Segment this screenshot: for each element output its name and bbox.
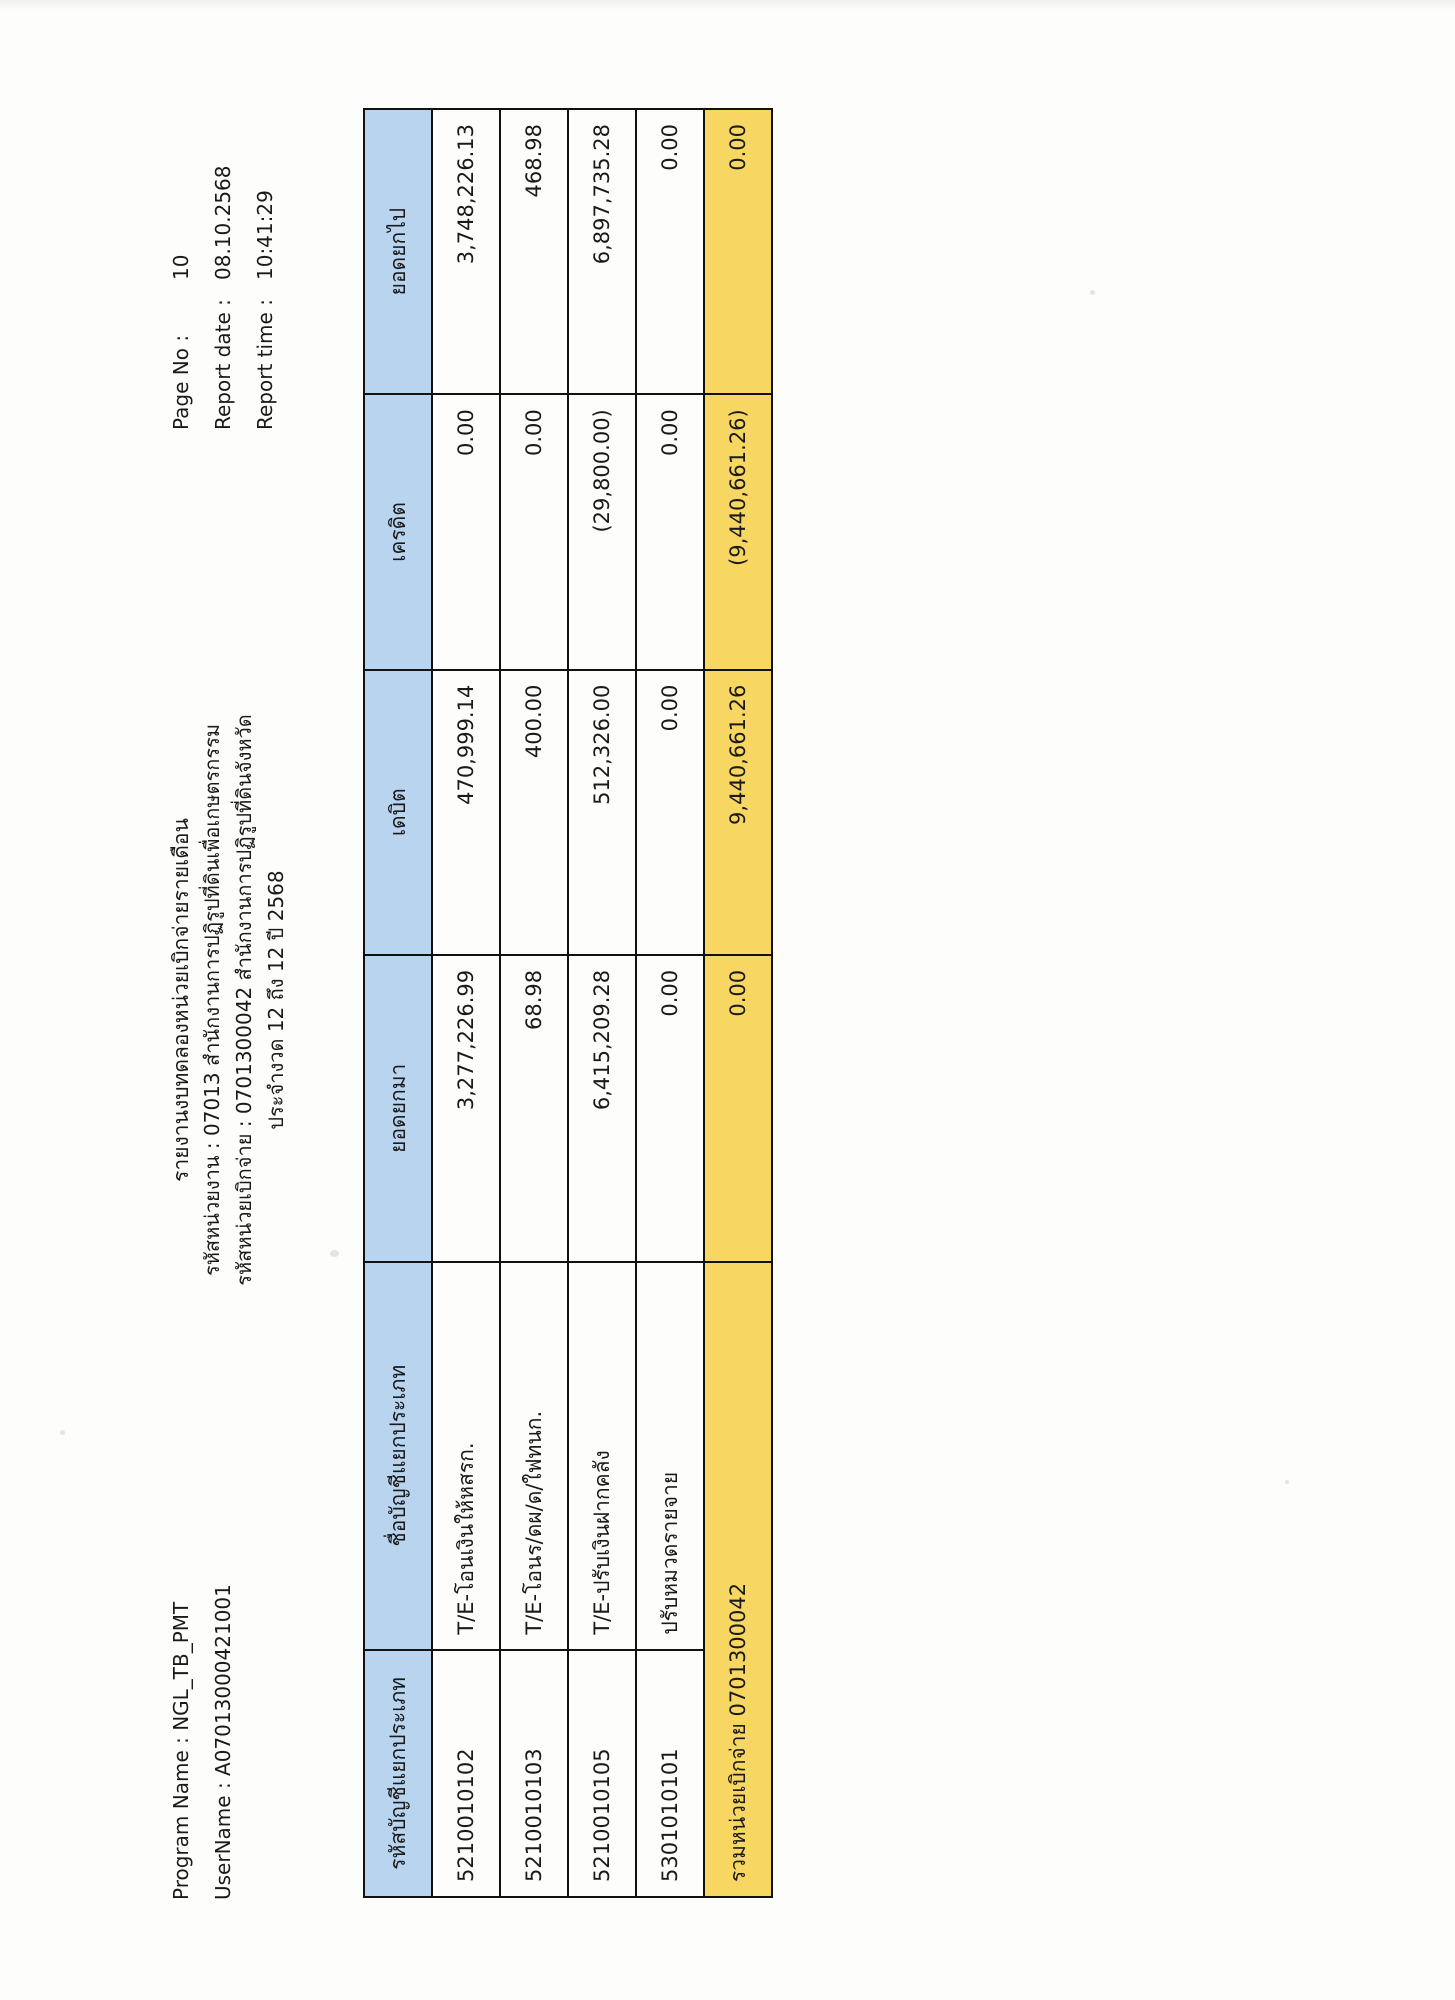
cell-carry-out: 3,748,226.13 [432,109,500,394]
col-header-carry-out: ยอดยกไป [364,109,432,394]
report-period: ประจำงวด 12 ถึง 12 ปี 2568 [263,870,288,1130]
cell-debit: 400.00 [500,670,568,955]
report-content [148,60,1308,1940]
table-row [500,109,568,1897]
table-head [364,109,432,1897]
header-row-1 [166,100,196,1900]
cell-account-code: 5210010103 [500,1650,568,1897]
report-time [250,100,280,430]
cell-credit: 0.00 [500,394,568,669]
table-body [432,109,772,1897]
table-row [432,109,500,1897]
cell-debit: 512,326.00 [568,670,636,955]
cell-account-name: T/E-โอนเงินให้หสรก. [432,1262,500,1650]
table-total-row [704,109,772,1897]
col-header-credit: เครดิต [364,394,432,669]
cell-total-credit: (9,440,661.26) [704,394,772,669]
cell-total-carry-forward: 0.00 [704,955,772,1262]
cell-carry-out: 0.00 [636,109,704,394]
cell-carry-out: 468.98 [500,109,568,394]
cell-account-name: T/E-ปรับเงินฝากคลัง [568,1262,636,1650]
report-time-value: 10:41:29 [252,190,277,280]
report-date-value: 08.10.2568 [210,165,235,280]
page-no-value: 10 [168,254,193,280]
cell-account-name: T/E-โอนร/ดผ/ด/ใฟทนก. [500,1262,568,1650]
cell-total-debit: 9,440,661.26 [704,670,772,955]
page-no [166,100,196,430]
report-subtitle-unit: รหัสหน่วยเบิกจ่าย : 0701300042 สำนักงานการปฏิรูปที่ดินจังหวัด [231,714,256,1286]
col-header-carry-forward: ยอดยกมา [364,955,432,1262]
user-name: UserName : A07013000421001 [210,1584,235,1900]
col-header-debit: เดบิต [364,670,432,955]
cell-carry-out: 6,897,735.28 [568,109,636,394]
cell-account-name: ปรับหมวดรายจาย [636,1262,704,1650]
scan-speck [60,1430,65,1435]
report-date [208,100,238,430]
report-title: รายงานงบทดลองหน่วยเบิกจ่ายรายเดือน [168,818,193,1182]
cell-carry-forward: 68.98 [500,955,568,1262]
col-header-account-name: ชื่อบัญชีแยกประเภท [364,1262,432,1650]
col-header-account-code: รหัสบัญชีแยกประเภท [364,1650,432,1897]
scan-top-edge [0,0,1455,10]
header-row-2 [208,100,238,1900]
table-row [636,109,704,1897]
cell-carry-forward: 3,277,226.99 [432,955,500,1262]
cell-debit: 0.00 [636,670,704,955]
cell-credit: (29,800.00) [568,394,636,669]
cell-credit: 0.00 [636,394,704,669]
report-time-label: Report time : [252,299,277,430]
report-date-label: Report date : [210,299,235,430]
cell-total-carry-out: 0.00 [704,109,772,394]
cell-carry-forward: 0.00 [636,955,704,1262]
header-row-3 [250,100,280,1900]
cell-account-code: 5210010102 [432,1650,500,1897]
cell-carry-forward: 6,415,209.28 [568,955,636,1262]
table-row [568,109,636,1897]
table-header-row [364,109,432,1897]
trial-balance-table [363,108,773,1898]
report-header [166,100,346,1900]
report-subtitle-agency: รหัสหน่วยงาน : 07013 สำนักงานการปฏิรูปที่ดินเพื่อเกษตรกรรม [199,723,224,1277]
page-no-label: Page No : [168,334,193,430]
cell-account-code: 5210010105 [568,1650,636,1897]
cell-debit: 470,999.14 [432,670,500,955]
cell-credit: 0.00 [432,394,500,669]
program-name: Program Name : NGL_TB_PMT [168,1601,193,1900]
cell-total-label: รวมหน่วยเบิกจ่าย 0701300042 [704,1262,772,1897]
cell-account-code: 5301010101 [636,1650,704,1897]
